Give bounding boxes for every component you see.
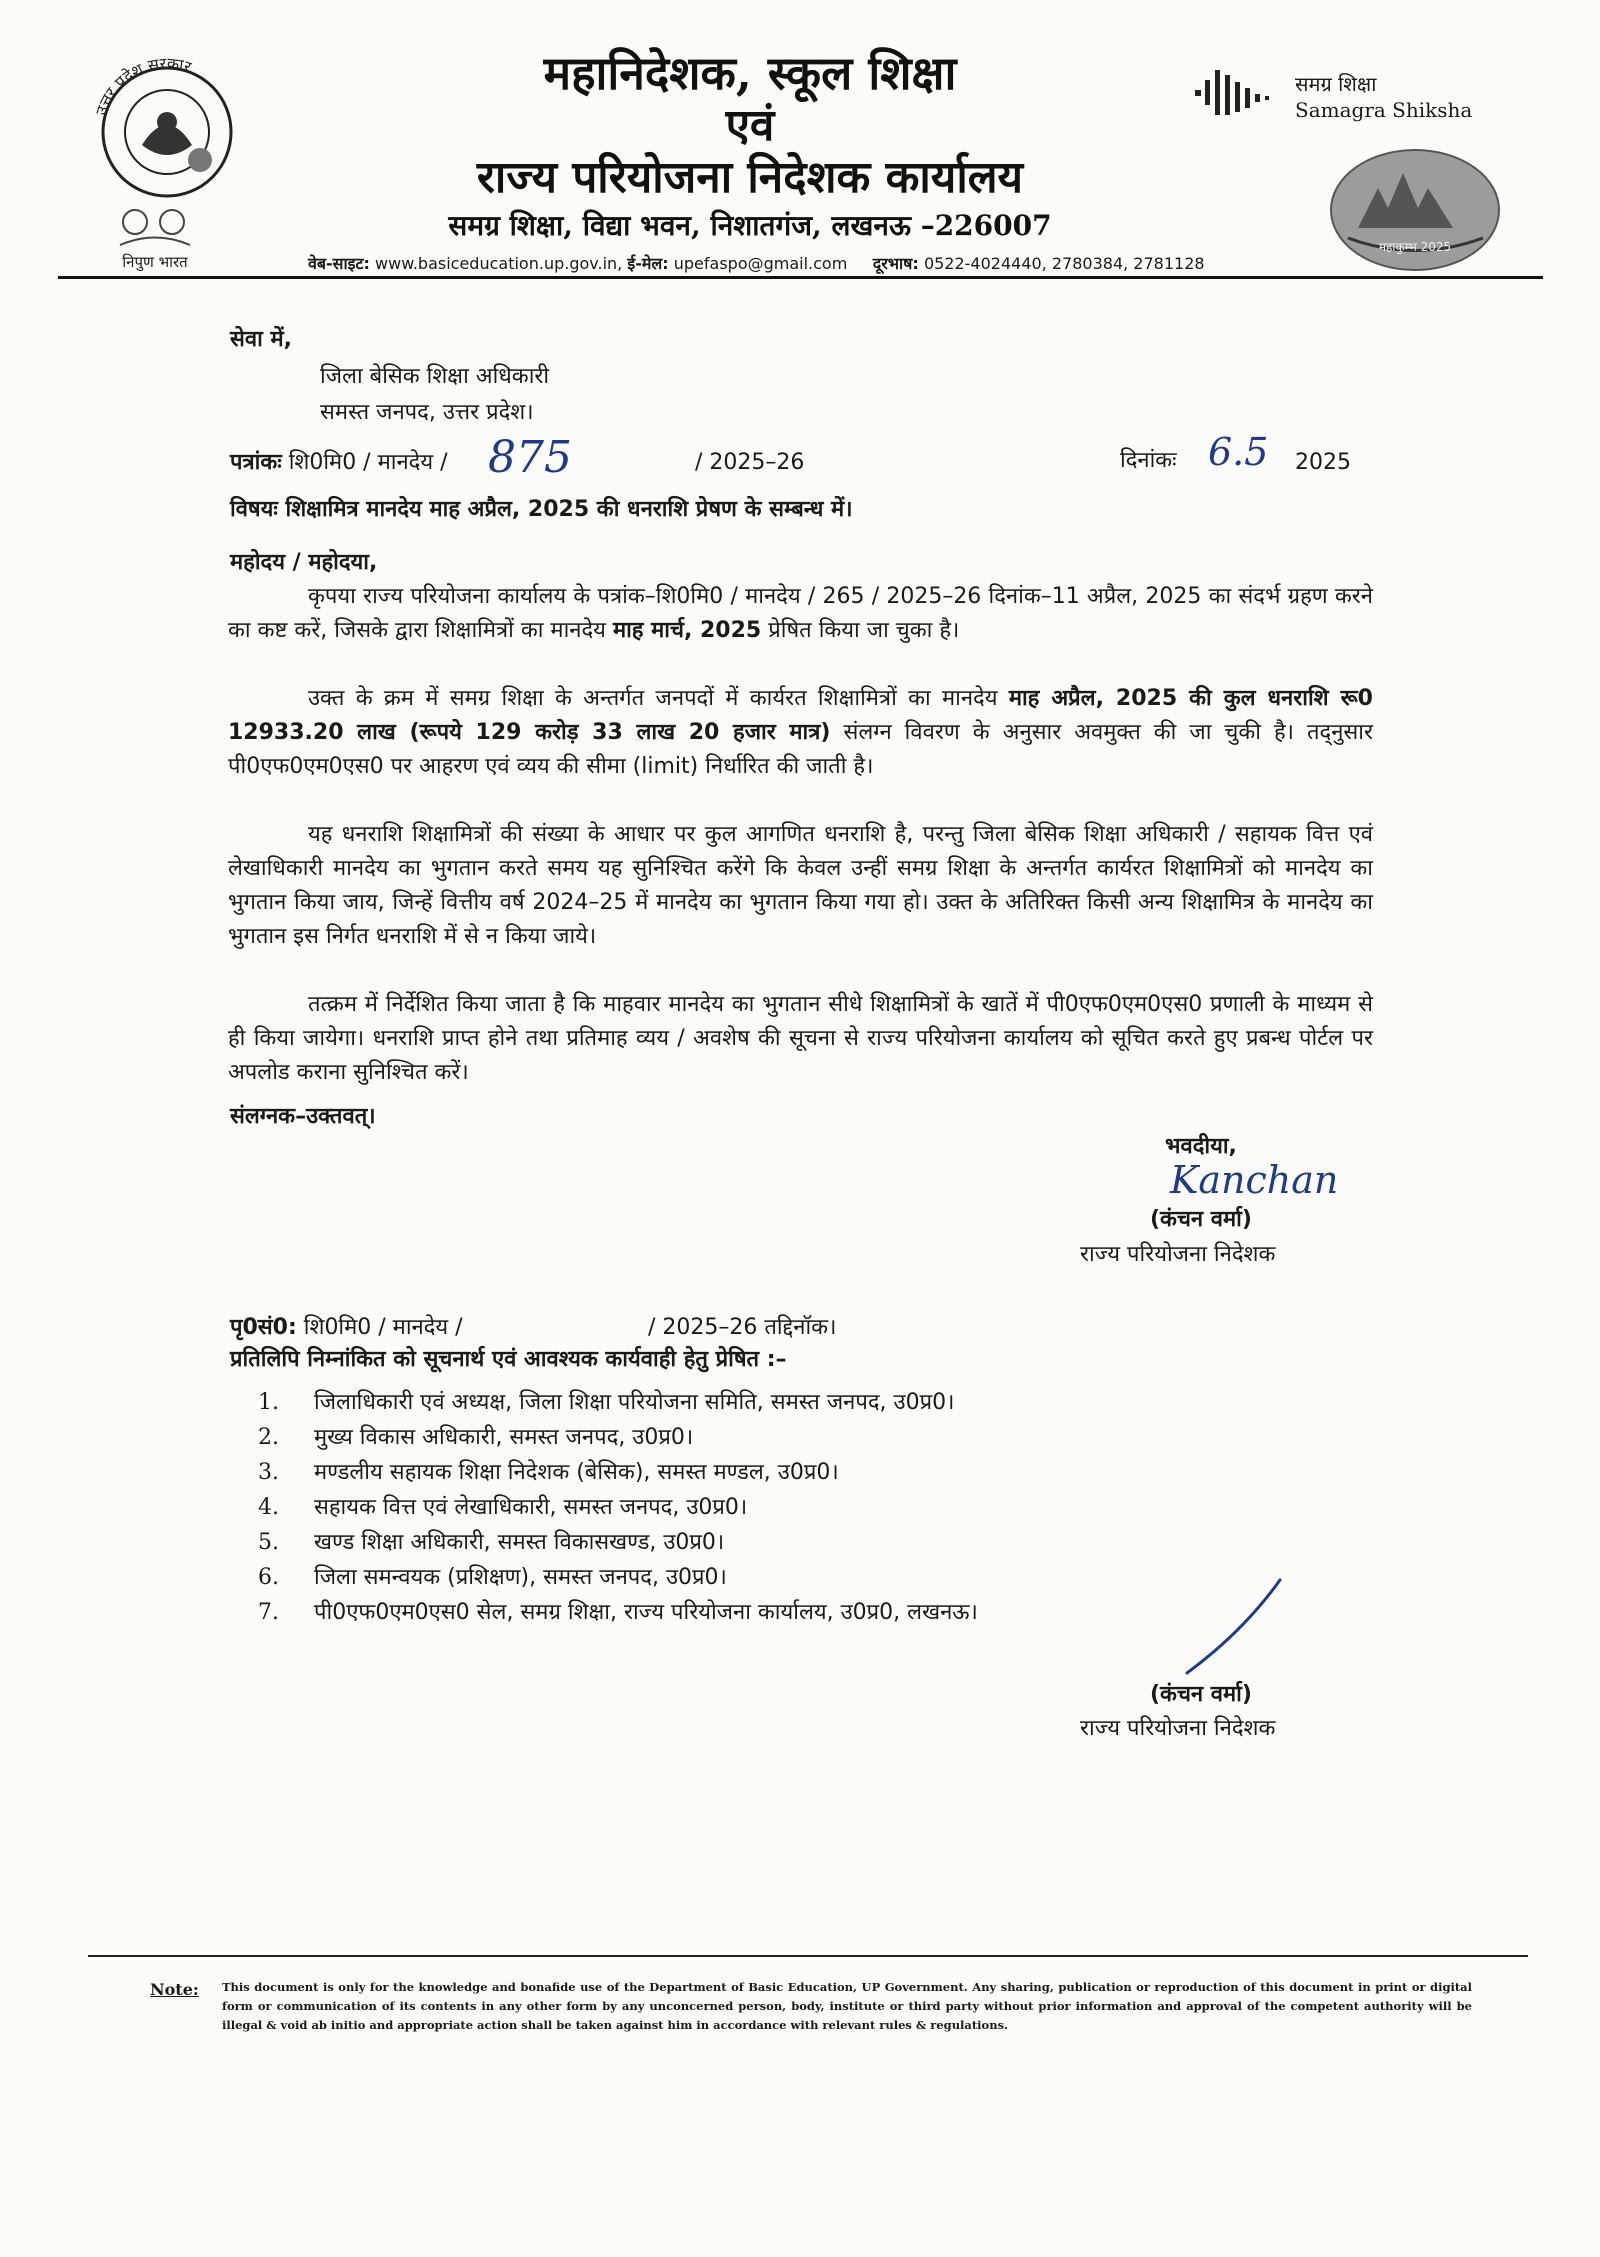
signature-handwritten: Kanchan (1170, 1158, 1339, 1202)
header-title-line1: महानिदेशक, स्कूल शिक्षा (543, 46, 957, 100)
website-label: वेब-साइट: (308, 254, 370, 273)
reference-number-handwritten: 875 (488, 432, 572, 483)
phone-label: दूरभाष: (872, 254, 919, 273)
list-number: 5. (258, 1530, 279, 1555)
signature-stroke-icon (1175, 1575, 1295, 1680)
copy-list (258, 1385, 978, 1630)
para1-text: कृपया राज्य परियोजना कार्यालय के पत्रांक–शि0मि0 / मानदेय / 265 / 2025–26 दिनांक–11 अप्रैल, 2025 का संदर्भ ग्रहण करने का कष्ट करें, जिसके द्वारा शिक्षामित्रों का मानदेय (228, 584, 1373, 643)
list-number: 7. (258, 1600, 279, 1625)
date-label: दिनांकः (1120, 448, 1177, 473)
reference-label: पत्रांकः (230, 450, 282, 475)
reference-prefix: शि0मि0 / मानदेय / (288, 450, 448, 475)
salutation: सेवा में, (230, 327, 292, 352)
paragraph-1 (228, 580, 1373, 648)
para1-bold: माह मार्च, 2025 (612, 618, 762, 643)
signatory-designation: राज्य परियोजना निदेशक (1080, 1242, 1276, 1267)
list-number: 6. (258, 1565, 279, 1590)
paragraph-3: यह धनराशि शिक्षामित्रों की संख्या के आधार पर कुल आगणित धनराशि है, परन्तु जिला बेसिक शिक्षा अधिकारी / सहायक वित्त एवं लेखाधिकारी मानदेय का भुगतान करते समय यह सुनिश्चित करेंगे कि केवल उन्हीं समग्र शिक्षा के अन्तर्गत कार्यरत शिक्षामित्रों को मानदेय का भुगतान किया जाय, जिन्हें वित्तीय वर्ष 2024–25 में मानदेय का भुगतान किया गया हो। उक्त के अतिरिक्त किसी अन्य शिक्षामित्र के मानदेय का भुगतान इस निर्गत धनराशि में से न किया जाये। (228, 822, 1373, 949)
list-number: 2. (258, 1425, 279, 1450)
signatory2-designation: राज्य परियोजना निदेशक (1080, 1716, 1276, 1741)
recipient-line2: समस्त जनपद, उत्तर प्रदेश। (320, 400, 534, 425)
para2-text: उक्त के क्रम में समग्र शिक्षा के अन्तर्गत जनपदों में कार्यरत शिक्षामित्रों का मानदेय (308, 686, 998, 711)
header-title-line3: राज्य परियोजना निदेशक कार्यालय (476, 152, 1024, 203)
para2-text-end: संलग्न विवरण के अनुसार अवमुक्त की जा चुकी है। तद्नुसार पी0एफ0एम0एस0 पर आहरण एवं व्यय की सीमा (limit) निर्धारित की जाती है। (228, 720, 1373, 779)
copy-reference-prefix: शि0मि0 / मानदेय / (303, 1315, 463, 1340)
list-text: सहायक वित्त एवं लेखाधिकारी, समस्त जनपद, उ0प्र0। (314, 1495, 748, 1520)
header-divider (58, 276, 1543, 279)
list-item (258, 1525, 978, 1560)
list-item (258, 1455, 978, 1490)
para2-bold: माह अप्रैल, 2025 की कुल धनराशि रू0 12933.20 लाख (रूपये 129 करोड़ 33 लाख 20 हजार मात्र) (228, 686, 1373, 745)
footer-note-label: Note: (150, 1980, 199, 1999)
list-text: खण्ड शिक्षा अधिकारी, समस्त विकासखण्ड, उ0प्र0। (314, 1530, 725, 1555)
para1-text-end: प्रेषित किया जा चुका है। (768, 618, 960, 643)
header-title-line2: एवं (725, 100, 775, 151)
paragraph-2 (228, 682, 1373, 784)
list-item (258, 1420, 978, 1455)
copy-reference-suffix: / 2025–26 तद्दिनॉक। (648, 1315, 837, 1340)
email-label: ई-मेल: (627, 254, 669, 273)
list-number: 3. (258, 1460, 279, 1485)
email: upefaspo@gmail.com (673, 254, 848, 273)
samagra-shiksha-hindi: समग्र शिक्षा (1295, 72, 1377, 96)
list-text: पी0एफ0एम0एस0 सेल, समग्र शिक्षा, राज्य परियोजना कार्यालय, उ0प्र0, लखनऊ। (314, 1600, 978, 1625)
closing: भवदीया, (1165, 1134, 1237, 1159)
footer-divider (88, 1955, 1528, 1957)
list-item (258, 1560, 978, 1595)
subject-line: विषयः शिक्षामित्र मानदेय माह अप्रैल, 2025 की धनराशि प्रेषण के सम्बन्ध में। (230, 497, 853, 522)
header-address: समग्र शिक्षा, विद्या भवन, निशातगंज, लखनऊ –226007 (448, 209, 1052, 242)
reference-suffix: / 2025–26 (695, 450, 805, 475)
list-text: जिला समन्वयक (प्रशिक्षण), समस्त जनपद, उ0प्र0। (314, 1565, 727, 1590)
recipient-line1: जिला बेसिक शिक्षा अधिकारी (320, 364, 550, 389)
list-number: 4. (258, 1495, 279, 1520)
nipun-bharat-logo-icon (100, 200, 210, 250)
samagra-shiksha-english: Samagra Shiksha (1295, 98, 1473, 122)
signatory2-name: (कंचन वर्मा) (1150, 1682, 1252, 1707)
enclosure: संलग्नक–उक्तवत्। (230, 1104, 376, 1129)
header-contact-line (308, 252, 1348, 274)
nipun-bharat-label: निपुण भारत (122, 253, 188, 271)
copy-reference-label: पृ0सं0: (230, 1315, 297, 1340)
list-text: मण्डलीय सहायक शिक्षा निदेशक (बेसिक), समस्त मण्डल, उ0प्र0। (314, 1460, 839, 1485)
samagra-shiksha-logo-icon (1185, 60, 1285, 130)
list-text: मुख्य विकास अधिकारी, समस्त जनपद, उ0प्र0। (314, 1425, 694, 1450)
date-year: 2025 (1295, 450, 1351, 475)
paragraph-4: तत्क्रम में निर्देशित किया जाता है कि माहवार मानदेय का भुगतान सीधे शिक्षामित्रों के खातें में पी0एफ0एम0एस0 प्रणाली के माध्यम से ही किया जायेगा। धनराशि प्राप्त होने तथा प्रतिमाह व्यय / अवशेष की सूचना से राज्य परियोजना कार्यालय को सूचित करते हुए प्रबन्ध पोर्टल पर अपलोड कराना सुनिश्चित करें। (228, 992, 1373, 1085)
list-number: 1. (258, 1390, 279, 1415)
seal-text: उत्तर प्रदेश सरकार (91, 53, 194, 118)
greeting: महोदय / महोदया, (230, 550, 378, 575)
phone: 0522-4024440, 2780384, 2781128 (923, 254, 1205, 273)
footer-note-text: This document is only for the knowledge and bonafide use of the Department of Basic Education, UP Government. Any sharing, publication or reproduction of this document in print or digital form or communication of its contents in any other form by any unconcerned person, body, institute or third party without prior information and approval of the competent authority will be illegal & void ab initio and appropriate action shall be taken against him in accordance with relevant rules & regulations. (222, 1980, 1472, 2032)
list-item (258, 1490, 978, 1525)
up-government-seal-icon (82, 50, 252, 200)
list-text: जिलाधिकारी एवं अध्यक्ष, जिला शिक्षा परियोजना समिति, समस्त जनपद, उ0प्र0। (314, 1390, 955, 1415)
signatory-name: (कंचन वर्मा) (1150, 1207, 1252, 1232)
date-handwritten: 6.5 (1208, 430, 1269, 474)
website: www.basiceducation.up.gov.in, (375, 254, 623, 273)
svg-text:उत्तर प्रदेश सरकार (92, 54, 194, 118)
copy-heading: प्रतिलिपि निम्नांकित को सूचनार्थ एवं आवश्यक कार्यवाही हेतु प्रेषित :– (230, 1347, 787, 1372)
list-item (258, 1595, 978, 1630)
mahakumbh-seal-text: महाकुम्भ 2025 (1378, 240, 1452, 254)
list-item (258, 1385, 978, 1420)
letterhead (0, 0, 1600, 285)
reference-line (230, 448, 448, 478)
copy-reference-left (230, 1313, 463, 1343)
